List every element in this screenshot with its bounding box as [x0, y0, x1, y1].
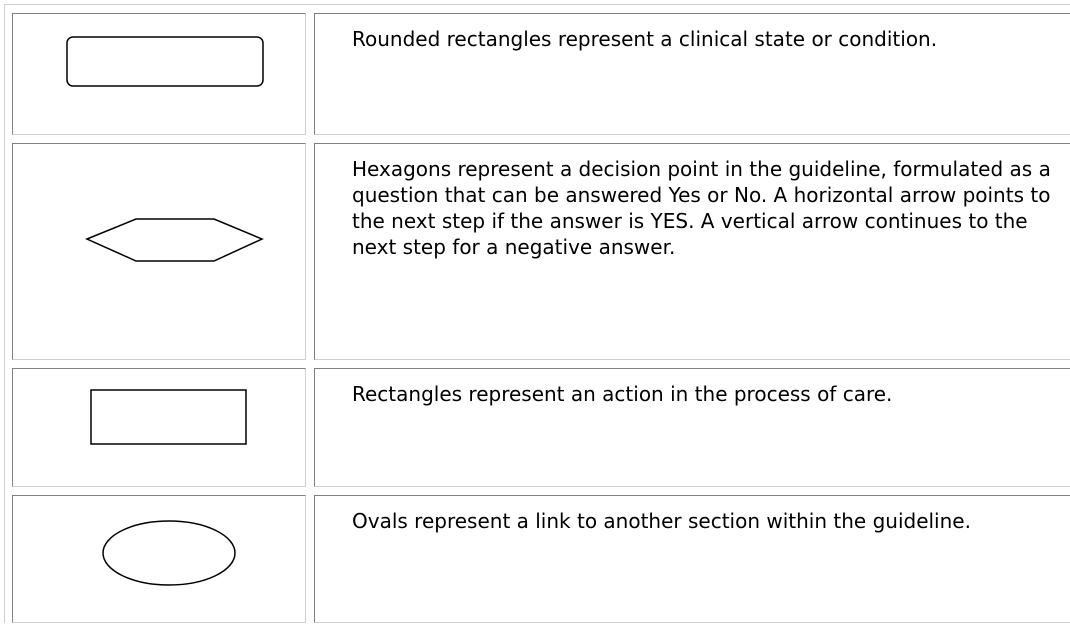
shape-cell [12, 13, 306, 135]
legend-row-rectangle [5, 360, 1070, 487]
description-cell [314, 368, 1070, 487]
legend-row-oval [5, 487, 1070, 623]
hexagon-description: Hexagons represent a decision point in the guideline, formulated as a question that can be answered Yes or No. A horizontal arrow points to the next step if the answer is YES. A vertical arrow continues to the next step for a negative answer. [352, 157, 1051, 259]
oval-icon [13, 496, 307, 624]
flowchart-legend-table [4, 4, 1070, 623]
description-cell [314, 143, 1070, 360]
rectangle-icon [13, 369, 307, 488]
shape-cell [12, 143, 306, 360]
shape-cell [12, 495, 306, 623]
rounded-rectangle-description: Rounded rectangles represent a clinical state or condition. [352, 27, 938, 51]
oval-description: Ovals represent a link to another section within the guideline. [352, 509, 971, 533]
shape-cell [12, 368, 306, 487]
legend-row-rounded-rectangle [5, 5, 1070, 135]
description-cell [314, 13, 1070, 135]
rounded-rectangle-icon [13, 14, 307, 136]
legend-row-hexagon [5, 135, 1070, 360]
hexagon-icon [13, 144, 307, 361]
description-cell [314, 495, 1070, 623]
rectangle-description: Rectangles represent an action in the process of care. [352, 382, 893, 406]
